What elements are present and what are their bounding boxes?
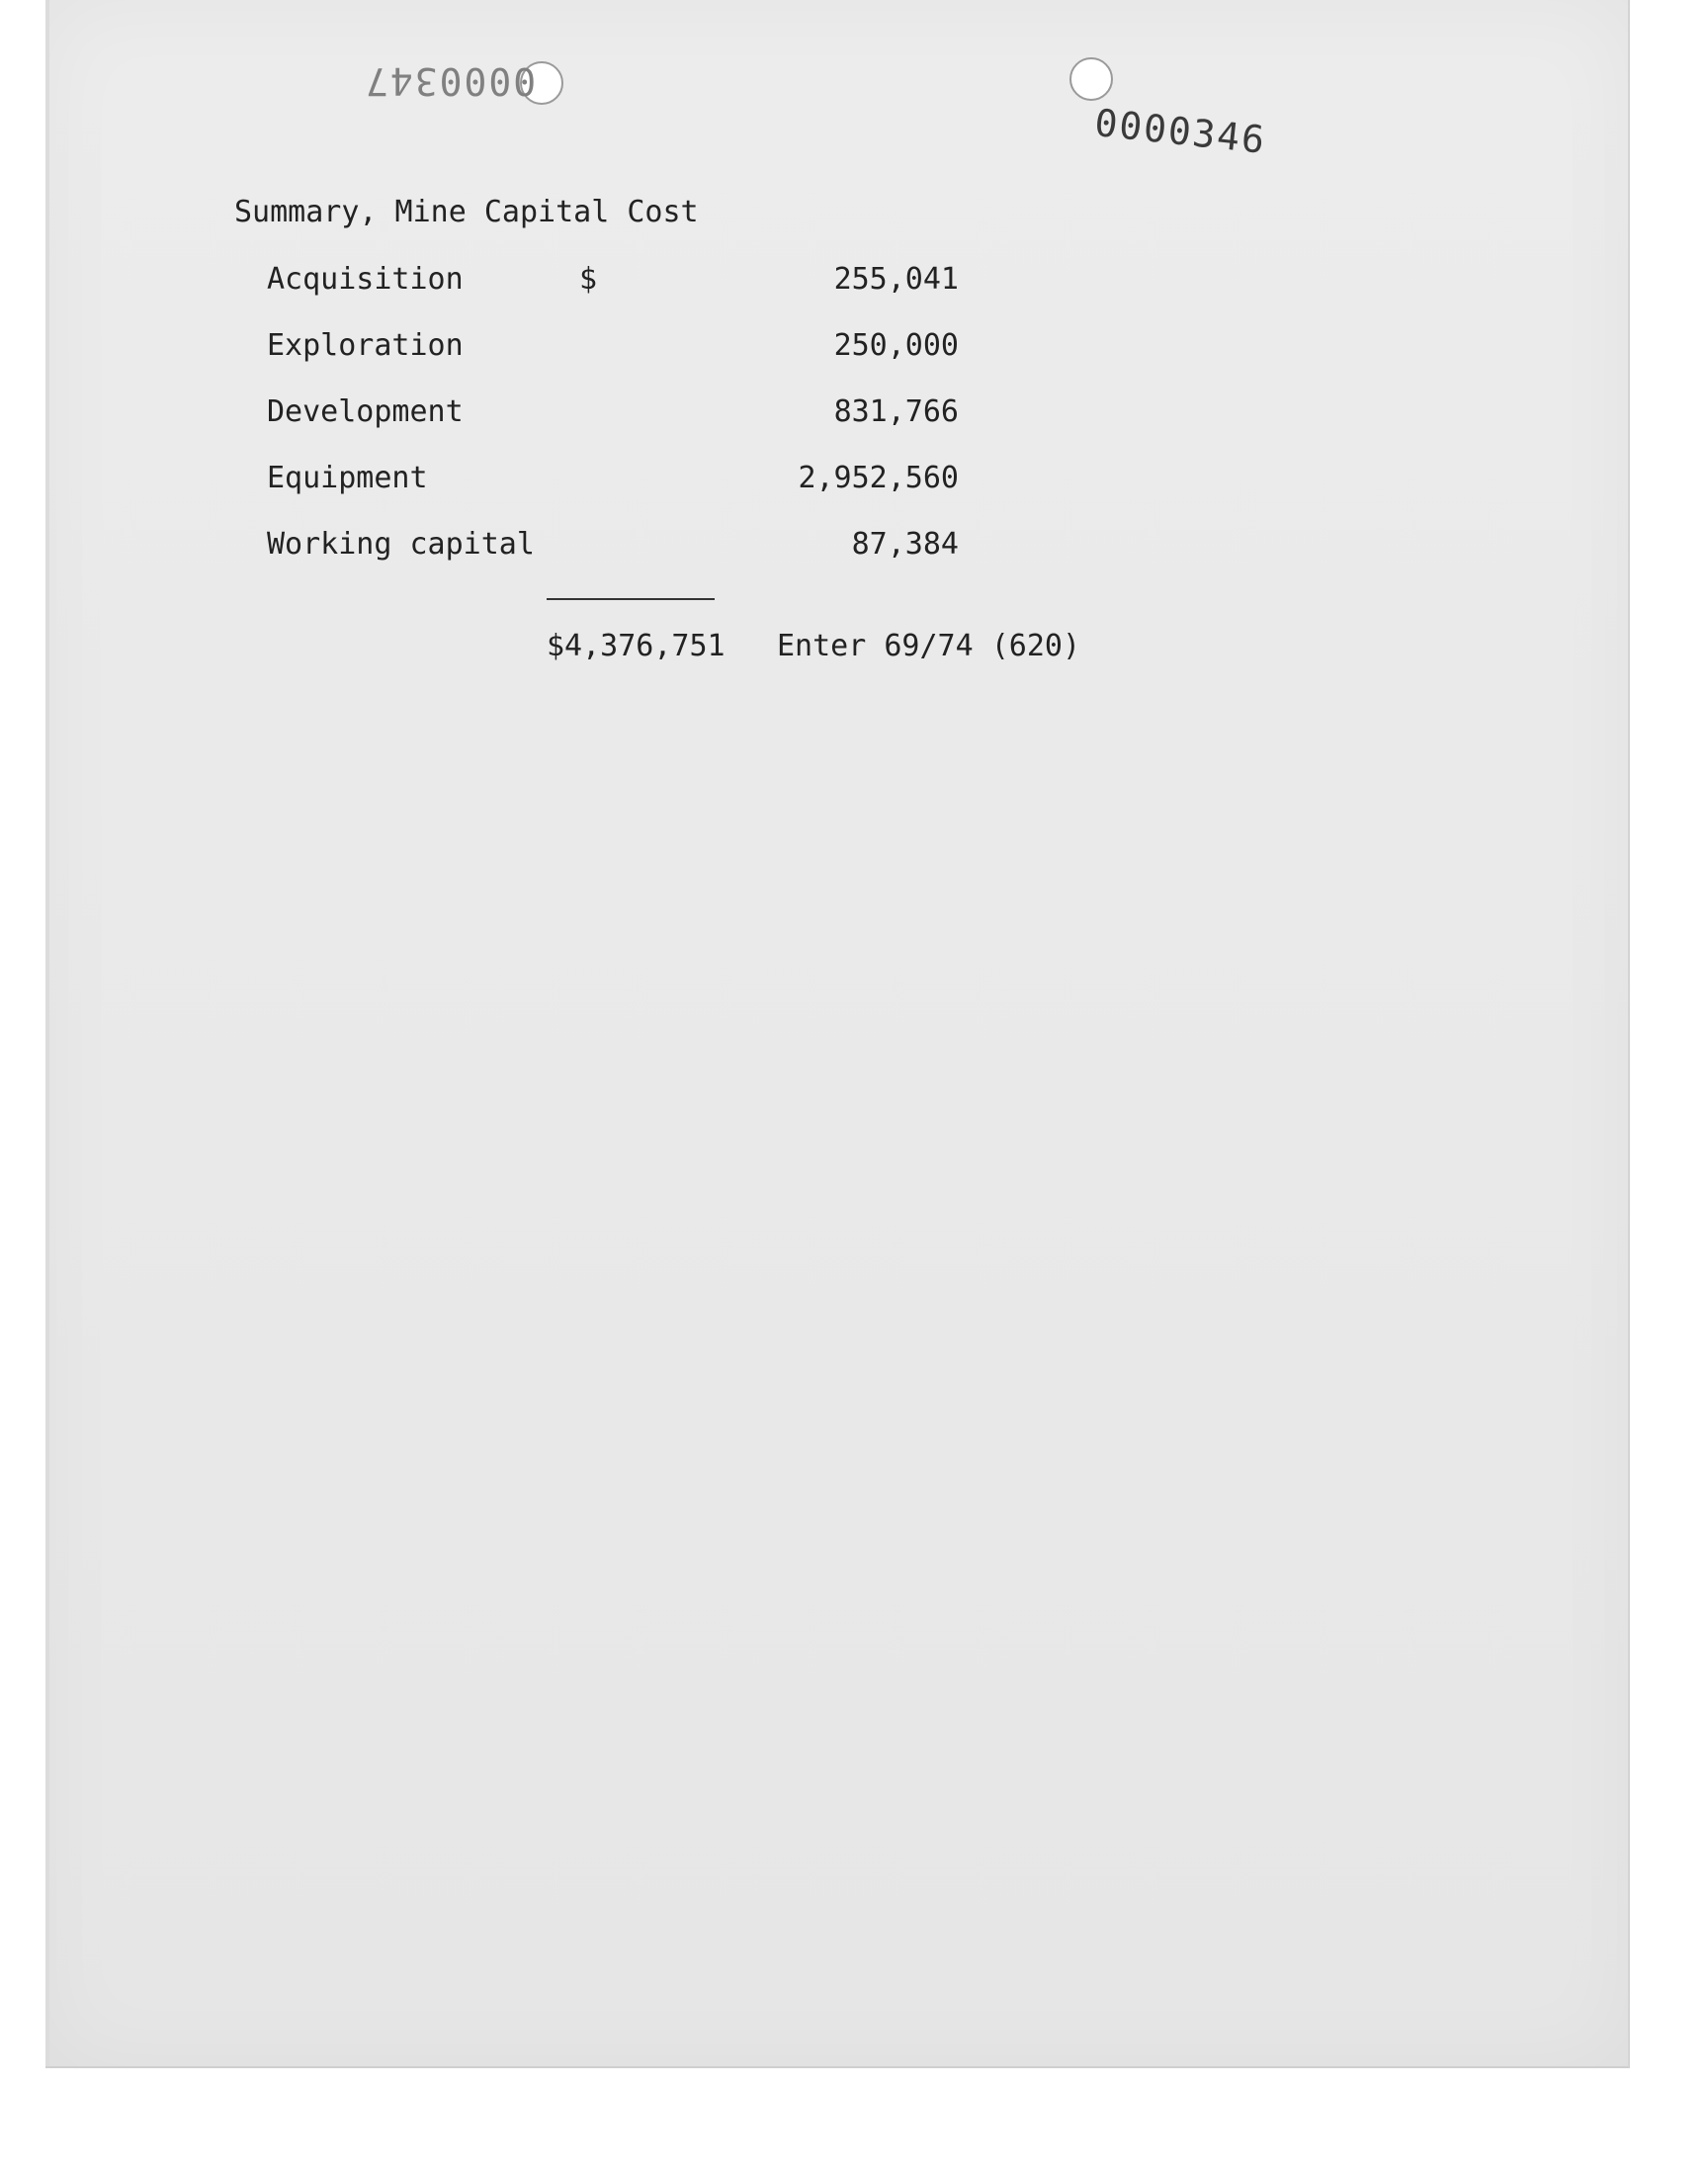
- cost-row-development: [267, 394, 959, 431]
- cost-amount: 255,041: [833, 262, 959, 297]
- cost-amount: 831,766: [833, 394, 959, 429]
- bates-stamp: 0000346: [1092, 101, 1269, 162]
- entry-note: Enter 69/74 (620): [777, 629, 1081, 663]
- cost-row-equipment: [267, 461, 959, 497]
- cost-amount: 87,384: [851, 527, 959, 562]
- cost-row-acquisition: [267, 262, 959, 299]
- cost-label: Equipment: [267, 461, 428, 495]
- cost-amount: 2,952,560: [798, 461, 959, 495]
- cost-label: Development: [267, 394, 464, 429]
- page-edge: [45, 0, 49, 2066]
- total-amount: $4,376,751: [547, 629, 726, 663]
- summary-title: Summary, Mine Capital Cost: [234, 195, 699, 229]
- cost-label: Acquisition: [267, 262, 464, 297]
- cost-label: Exploration: [267, 328, 464, 363]
- punch-hole: [1069, 57, 1113, 101]
- cost-row-exploration: [267, 328, 959, 365]
- total-rule: [547, 598, 715, 600]
- cost-row-working-capital: [267, 527, 959, 564]
- bates-stamp-show-through: 0000347: [364, 59, 537, 103]
- cost-amount: 250,000: [833, 328, 959, 363]
- document-page: [45, 0, 1630, 2068]
- currency-symbol: $: [579, 262, 598, 297]
- cost-label: Working capital: [267, 527, 535, 562]
